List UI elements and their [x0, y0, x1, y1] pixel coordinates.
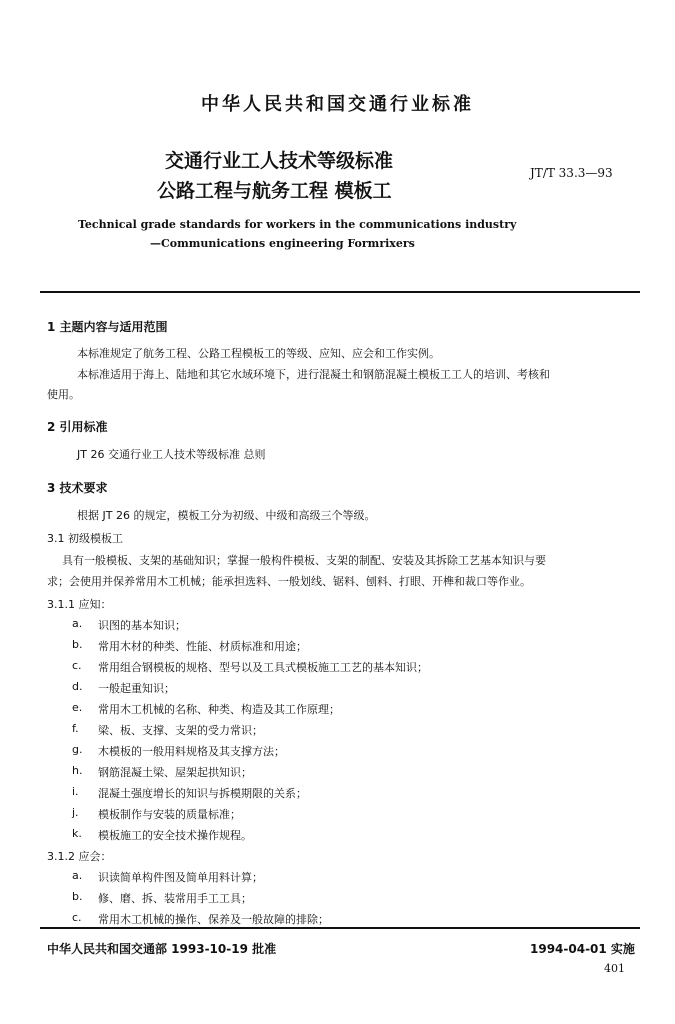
- list-item-label: b.: [72, 890, 83, 903]
- list-item-text: 常用木工机械的名称、种类、构造及其工作原理；: [98, 703, 340, 716]
- section2-heading: 2 引用标准: [47, 420, 108, 434]
- section1-paragraph2-line1: 本标准适用于海上、陆地和其它水域环境下，进行混凝土和钢筋混凝土模板工工人的培训、考核和: [77, 368, 550, 381]
- section3-1-text-line2: 求；会使用并保养常用木工机械；能承担选料、一般划线、锯料、刨料、打眼、开榫和裁口等作业。: [47, 575, 531, 588]
- list-item-text: 钢筋混凝土梁、屋架起拱知识；: [98, 766, 252, 779]
- header-divider: [40, 291, 640, 293]
- list-item-label: g.: [72, 743, 83, 756]
- section2-reference: JT 26 交通行业工人技术等级标准 总则: [77, 448, 266, 461]
- list-item-text: 识图的基本知识；: [98, 619, 186, 632]
- section3-heading: 3 技术要求: [47, 481, 108, 495]
- list-item-text: 梁、板、支撑、支架的受力常识；: [98, 724, 263, 737]
- section3-1-2-heading: 3.1.2 应会：: [47, 850, 112, 863]
- standard-title-line2: 公路工程与航务工程 模板工: [157, 180, 392, 202]
- section1-paragraph1: 本标准规定了航务工程、公路工程模板工的等级、应知、应会和工作实例。: [77, 347, 440, 360]
- list-item-text: 模板制作与安装的质量标准；: [98, 808, 241, 821]
- list-item-label: f.: [72, 722, 79, 735]
- footer-divider: [40, 927, 640, 929]
- implementation-date: 1994-04-01 实施: [530, 942, 635, 956]
- list-item-text: 一般起重知识；: [98, 682, 175, 695]
- list-item-text: 识读简单构件图及简单用料计算；: [98, 871, 263, 884]
- list-item-label: k.: [72, 827, 82, 840]
- list-item-text: 混凝土强度增长的知识与拆模期限的关系；: [98, 787, 307, 800]
- list-item-label: c.: [72, 911, 82, 924]
- section3-intro: 根据 JT 26 的规定，模板工分为初级、中级和高级三个等级。: [77, 509, 376, 522]
- list-item-label: c.: [72, 659, 82, 672]
- page-number: 401: [604, 962, 625, 975]
- section3-1-heading: 3.1 初级模板工: [47, 532, 123, 545]
- list-item-text: 常用木工机械的操作、保养及一般故障的排除；: [98, 913, 329, 926]
- approval-date: 中华人民共和国交通部 1993-10-19 批准: [47, 942, 277, 956]
- list-item-text: 木模板的一般用料规格及其支撑方法；: [98, 745, 285, 758]
- list-item-label: d.: [72, 680, 83, 693]
- english-title-line1: Technical grade standards for workers in the communications industry: [78, 218, 517, 231]
- list-item-text: 修、磨、拆、装常用手工工具；: [98, 892, 252, 905]
- section1-paragraph2-line2: 使用。: [47, 388, 80, 401]
- list-item-label: i.: [72, 785, 79, 798]
- list-item-label: j.: [72, 806, 79, 819]
- list-item-label: a.: [72, 617, 83, 630]
- list-item-label: h.: [72, 764, 83, 777]
- list-item-text: 模板施工的安全技术操作规程。: [98, 829, 252, 842]
- standard-title-line1: 交通行业工人技术等级标准: [165, 150, 394, 172]
- section3-1-1-heading: 3.1.1 应知：: [47, 598, 112, 611]
- list-item-label: b.: [72, 638, 83, 651]
- english-title-line2: —Communications engineering Formrixers: [150, 237, 415, 250]
- org-title: 中华人民共和国交通行业标准: [201, 94, 474, 115]
- list-item-text: 常用木材的种类、性能、材质标准和用途；: [98, 640, 307, 653]
- standard-code: JT/T 33.3—93: [530, 166, 613, 180]
- list-item-label: a.: [72, 869, 83, 882]
- section1-heading: 1 主题内容与适用范围: [47, 320, 168, 334]
- list-item-label: e.: [72, 701, 83, 714]
- section3-1-text-line1: 具有一般模板、支架的基础知识；掌握一般构件模板、支架的制配、安装及其拆除工艺基本知识与要: [62, 554, 546, 567]
- list-item-text: 常用组合钢模板的规格、型号以及工具式模板施工工艺的基本知识；: [98, 661, 428, 674]
